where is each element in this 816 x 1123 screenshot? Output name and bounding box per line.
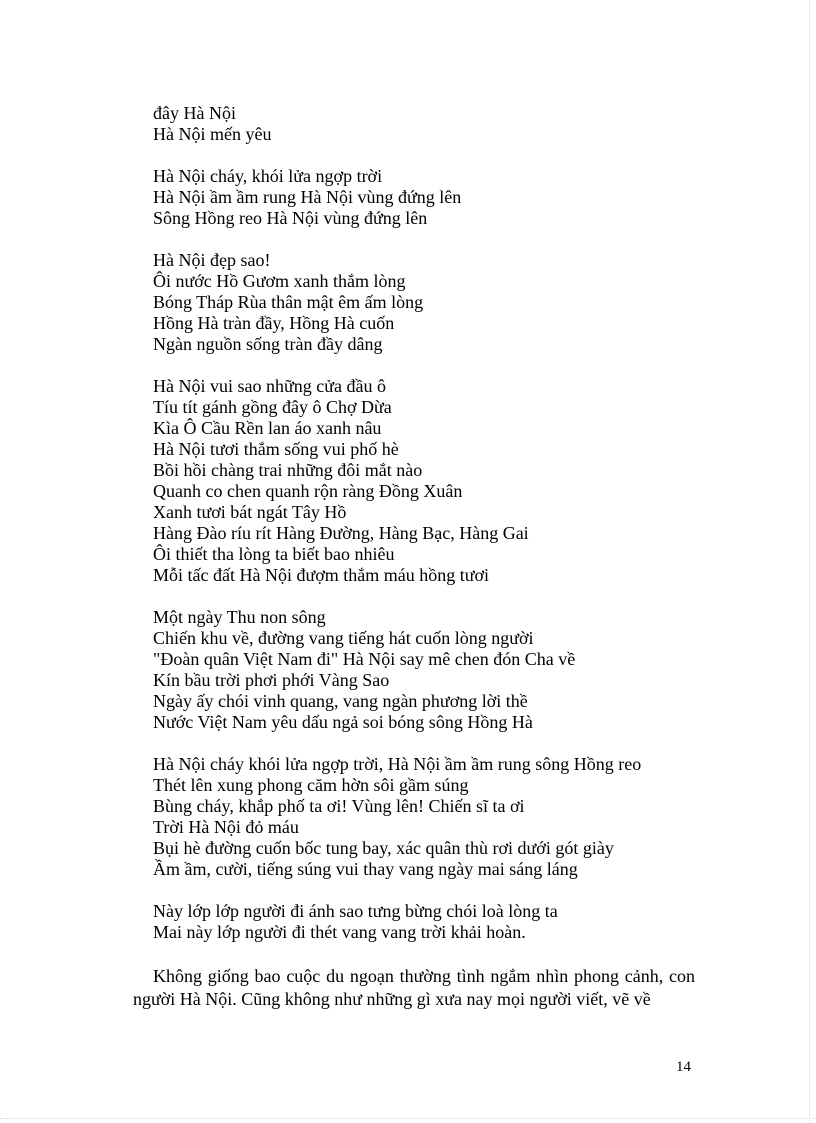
poem-line: Hà Nội đẹp sao! — [153, 250, 271, 270]
poem-line: Hồng Hà tràn đầy, Hồng Hà cuốn — [153, 313, 395, 333]
poem-line: Xanh tươi bát ngát Tây Hồ — [153, 502, 347, 522]
poem-line: Hà Nội tươi thắm sống vui phố hè — [153, 439, 399, 459]
poem-line: Hàng Đào ríu rít Hàng Đường, Hàng Bạc, Hàng Gai — [153, 523, 529, 543]
poem-line: Trời Hà Nội đỏ máu — [153, 817, 299, 837]
poem-line: đây Hà Nội — [153, 103, 236, 123]
poem-line: "Đoàn quân Việt Nam đi" Hà Nội say mê chen đón Cha về — [153, 649, 576, 669]
poem-line: Hà Nội ầm ầm rung Hà Nội vùng đứng lên — [153, 187, 462, 207]
prose-paragraph: Không giống bao cuộc du ngoạn thường tình ngắm nhìn phong cảnh, con người Hà Nội. Cũng không như những gì xưa nay mọi người viết, vẽ về — [133, 966, 695, 1009]
poem-line: Này lớp lớp người đi ánh sao tưng bừng chói loà lòng ta — [153, 901, 558, 921]
poem-line: Mai này lớp người đi thét vang vang trời khải hoàn. — [153, 922, 526, 942]
poem-stanza — [153, 376, 753, 586]
page-edge-right — [809, 0, 810, 1123]
poem-line: Kín bầu trời phơi phới Vàng Sao — [153, 670, 390, 690]
poem-stanza — [153, 754, 753, 880]
poem-stanza — [153, 166, 753, 229]
poem-line: Tíu tít gánh gồng đây ô Chợ Dừa — [153, 397, 392, 417]
poem-line: Kìa Ô Cầu Rền lan áo xanh nâu — [153, 418, 382, 438]
poem-line: Bụi hè đường cuốn bốc tung bay, xác quân thù rơi dưới gót giày — [153, 838, 614, 858]
poem-line: Sông Hồng reo Hà Nội vùng đứng lên — [153, 208, 428, 228]
poem-line: Ngày ấy chói vinh quang, vang ngàn phương lời thề — [153, 691, 528, 711]
poem-line: Ôi thiết tha lòng ta biết bao nhiêu — [153, 544, 395, 564]
poem-line: Một ngày Thu non sông — [153, 607, 326, 627]
poem-line: Hà Nội cháy khói lửa ngợp trời, Hà Nội ầm ầm rung sông Hồng reo — [153, 754, 642, 774]
page-number: 14 — [676, 1059, 691, 1075]
poem-line: Mỗi tấc đất Hà Nội đượm thắm máu hồng tươi — [153, 565, 489, 585]
poem-line: Thét lên xung phong căm hờn sôi gầm súng — [153, 775, 469, 795]
poem-line: Bóng Tháp Rùa thân mật êm ấm lòng — [153, 292, 424, 312]
poem-line: Hà Nội cháy, khói lửa ngợp trời — [153, 166, 383, 186]
poem-line: Nước Việt Nam yêu dấu ngả soi bóng sông Hồng Hà — [153, 712, 533, 732]
poem-line: Hà Nội vui sao những cửa đầu ô — [153, 376, 386, 396]
poem-stanza — [153, 103, 753, 145]
poem-line: Bồi hồi chàng trai những đôi mắt nào — [153, 460, 423, 480]
poem-line: Chiến khu về, đường vang tiếng hát cuốn lòng người — [153, 628, 534, 648]
poem-line: Bùng cháy, khắp phố ta ơi! Vùng lên! Chiến sĩ ta ơi — [153, 796, 525, 816]
poem-line: Ôi nước Hồ Gươm xanh thắm lòng — [153, 271, 406, 291]
poem-line: Quanh co chen quanh rộn ràng Đồng Xuân — [153, 481, 463, 501]
poem-stanza — [153, 250, 753, 355]
poem-lyrics — [153, 103, 753, 964]
poem-line: Ngàn nguồn sống tràn đầy dâng — [153, 334, 383, 354]
poem-stanza — [153, 901, 753, 943]
page-edge-bottom — [0, 1118, 816, 1119]
poem-stanza — [153, 607, 753, 733]
poem-line: Ầm ầm, cười, tiếng súng vui thay vang ngày mai sáng láng — [153, 859, 578, 879]
poem-line: Hà Nội mến yêu — [153, 124, 272, 144]
